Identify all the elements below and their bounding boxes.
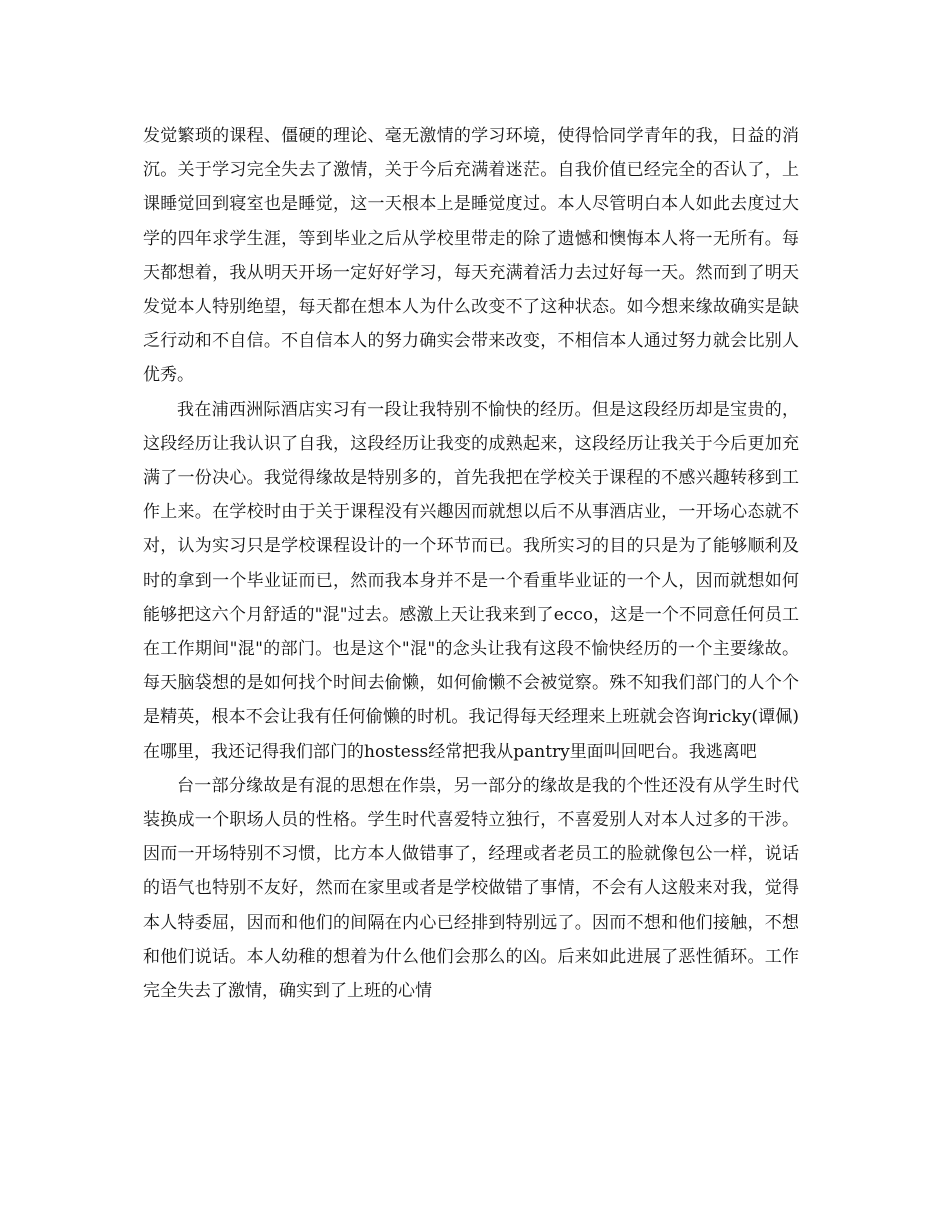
paragraph-1: 发觉繁琐的课程、僵硬的理论、毫无激情的学习环境，使得恰同学青年的我，日益的消沉。关于学习完全失去了激情，关于今后充满着迷茫。自我价值已经完全的否认了，上课睡觉回到寝室也是睡觉，这一天根本上是睡觉度过。本人尽管明白本人如此去度过大学的四年求学生涯，等到毕业之后从学校里带走的除了遗憾和懊悔本人将一无所有。每天都想着，我从明天开场一定好好学习，每天充满着活力去过好每一天。然而到了明天发觉本人特别绝望，每天都在想本人为什么改变不了这种状态。如今想来缘故确实是缺乏行动和不自信。不自信本人的努力确实会带来改变，不相信本人通过努力就会比别人优秀。 xyxy=(143,126,799,386)
body-text xyxy=(143,119,799,1008)
paragraph-3: 台一部分缘故是有混的思想在作祟，另一部分的缘故是我的个性还没有从学生时代装换成一个职场人员的性格。学生时代喜爱特立独行，不喜爱别人对本人过多的干涉。因而一开场特别不习惯，比方本人做错事了，经理或者老员工的脸就像包公一样，说话的语气也特别不友好，然而在家里或者是学校做错了事情，不会有人这般来对我，觉得本人特委屈，因而和他们的间隔在内心已经排到特别远了。因而不想和他们接触，不想和他们说话。本人幼稚的想着为什么他们会那么的凶。后来如此进展了恶性循环。工作完全失去了激情，确实到了上班的心情 xyxy=(143,775,799,1002)
paragraph-2: 我在浦西洲际酒店实习有一段让我特别不愉快的经历。但是这段经历却是宝贵的，这段经历让我认识了自我，这段经历让我变的成熟起来，这段经历让我关于今后更加充满了一份决心。我觉得缘故是特别多的，首先我把在学校关于课程的不感兴趣转移到工作上来。在学校时由于关于课程没有兴趣因而就想以后不从事酒店业，一开场心态就不对，认为实习只是学校课程设计的一个环节而已。我所实习的目的只是为了能够顺利及时的拿到一个毕业证而已，然而我本身并不是一个看重毕业证的一个人，因而就想如何能够把这六个月舒适的"混"过去。感激上天让我来到了ecco，这是一个不同意任何员工在工作期间"混"的部门。也是这个"混"的念头让我有这段不愉快经历的一个主要缘故。每天脑袋想的是如何找个时间去偷懒，如何偷懒不会被觉察。殊不知我们部门的人个个是精英，根本不会让我有任何偷懒的时机。我记得每天经理来上班就会咨询ricky(谭佩)在哪里，我还记得我们部门的hostess经常把我从pantry里面叫回吧台。我逃离吧 xyxy=(143,399,799,762)
